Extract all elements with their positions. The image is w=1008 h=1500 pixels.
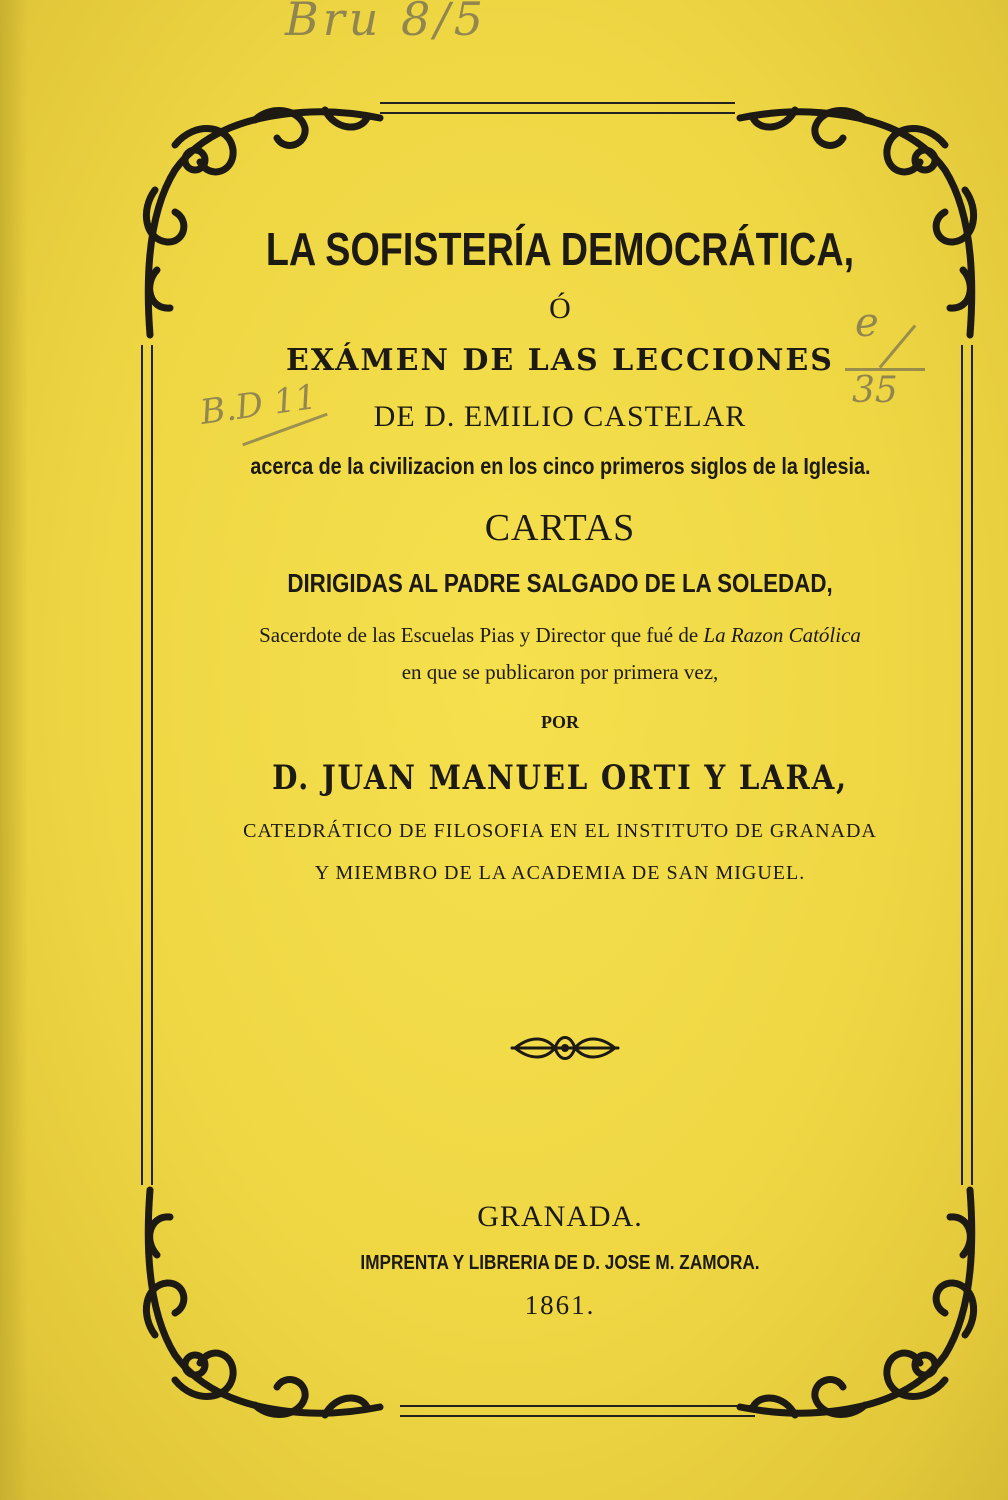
subtitle-castelar: DE D. EMILIO CASTELAR (373, 400, 747, 433)
recipient-description (200, 623, 920, 648)
cartas-heading: CARTAS (484, 507, 636, 549)
border-rule-bottom (400, 1405, 755, 1417)
handwritten-note-left: B.D 11 (197, 377, 320, 433)
author-title-2: Y MIEMBRO DE LA ACADEMIA DE SAN MIGUEL. (314, 862, 806, 884)
border-rule-top (380, 102, 735, 114)
cartas-recipient: DIRIGIDAS AL PADRE SALGADO DE LA SOLEDAD, (287, 568, 833, 598)
imprint-printer: IMPRENTA Y LIBRERIA DE D. JOSE M. ZAMORA. (360, 1252, 760, 1274)
imprint-year: 1861. (524, 1290, 596, 1320)
recipient-description-text: Sacerdote de las Escuelas Pias y Director que fué de (259, 623, 704, 647)
border-rule-left (141, 345, 153, 1185)
handwritten-note-right-bottom: 35 (852, 370, 898, 411)
center-fleuron-icon (510, 1030, 620, 1066)
author-title-1: CATEDRÁTICO DE FILOSOFIA EN EL INSTITUTO DE GRANADA (243, 820, 877, 842)
por-label: POR (541, 712, 579, 732)
subtitle-acerca: acerca de la civilizacion en los cinco primeros siglos de la Iglesia. (250, 453, 871, 479)
page-edge-shadow (0, 0, 28, 1500)
author-name: D. JUAN MANUEL ORTI Y LARA, (272, 758, 848, 798)
periodical-title: La Razon Católica (703, 623, 861, 647)
subtitle-examen: EXÁMEN DE LAS LECCIONES (286, 343, 834, 378)
publication-note: en que se publicaron por primera vez, (401, 660, 719, 684)
border-rule-right (961, 345, 973, 1185)
book-title: LA SOFISTERÍA DEMOCRÁTICA, (265, 223, 855, 275)
title-conjunction: Ó (549, 292, 571, 325)
imprint-city: GRANADA. (477, 1200, 643, 1233)
handwritten-note-top: Bru 8/5 (285, 0, 488, 46)
handwritten-note-right-top: e (855, 300, 879, 346)
